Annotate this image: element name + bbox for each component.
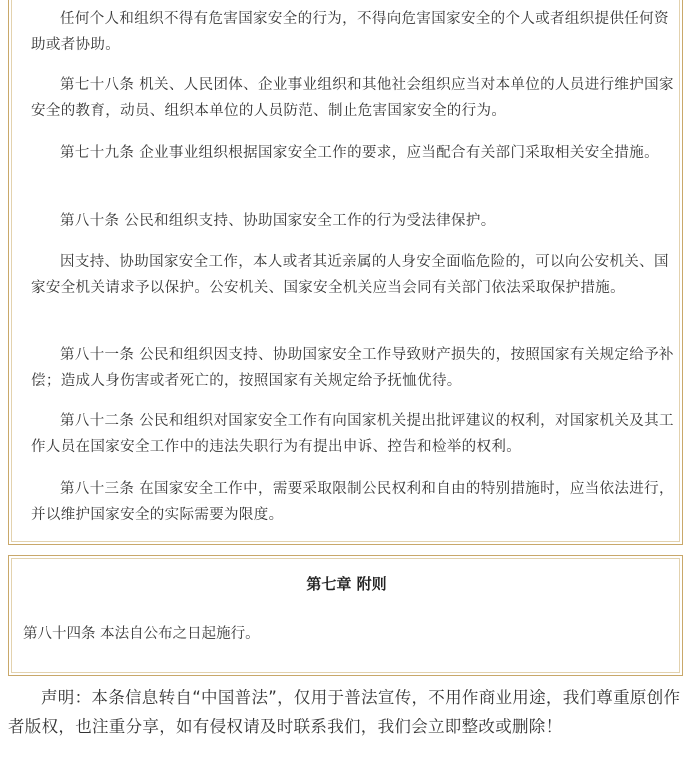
- law-text-panel: [8, 0, 683, 545]
- paragraph-article-78: 第七十八条 机关、人民团体、企业事业组织和其他社会组织应当对本单位的人员进行维护国家安全的教育，动员、组织本单位的人员防范、制止危害国家安全的行为。: [31, 77, 674, 119]
- chapter-title: 第七章 附则: [306, 575, 387, 593]
- paragraph-article-84: 第八十四条 本法自公布之日起施行。: [23, 626, 260, 642]
- paragraph-article-80: 第八十条 公民和组织支持、协助国家安全工作的行为受法律保护。: [60, 213, 496, 229]
- copyright-notice: 声明：本条信息转自“中国普法”，仅用于普法宣传，不用作商业用途，我们尊重原创作者版权，也注重分享，如有侵权请及时联系我们，我们会立即整改或删除！: [8, 688, 681, 736]
- paragraph-article-83: 第八十三条 在国家安全工作中，需要采取限制公民权利和自由的特别措施时，应当依法进行，并以维护国家安全的实际需要为限度。: [31, 481, 674, 523]
- chapter-panel: [8, 555, 683, 676]
- paragraph-article-79: 第七十九条 企业事业组织根据国家安全工作的要求，应当配合有关部门采取相关安全措施。: [60, 145, 659, 161]
- paragraph-article-80-cont: 因支持、协助国家安全工作，本人或者其近亲属的人身安全面临危险的，可以向公安机关、国家安全机关请求予以保护。公安机关、国家安全机关应当会同有关部门依法采取保护措施。: [31, 254, 669, 296]
- paragraph-article-81: 第八十一条 公民和组织因支持、协助国家安全工作导致财产损失的，按照国家有关规定给予补偿；造成人身伤害或者死亡的，按照国家有关规定给予抚恤优待。: [31, 347, 674, 389]
- paragraph-article-77-cont: 任何个人和组织不得有危害国家安全的行为，不得向危害国家安全的个人或者组织提供任何资助或者协助。: [31, 11, 669, 53]
- paragraph-article-82: 第八十二条 公民和组织对国家安全工作有向国家机关提出批评建议的权利，对国家机关及其工作人员在国家安全工作中的违法失职行为有提出申诉、控告和检举的权利。: [31, 413, 674, 455]
